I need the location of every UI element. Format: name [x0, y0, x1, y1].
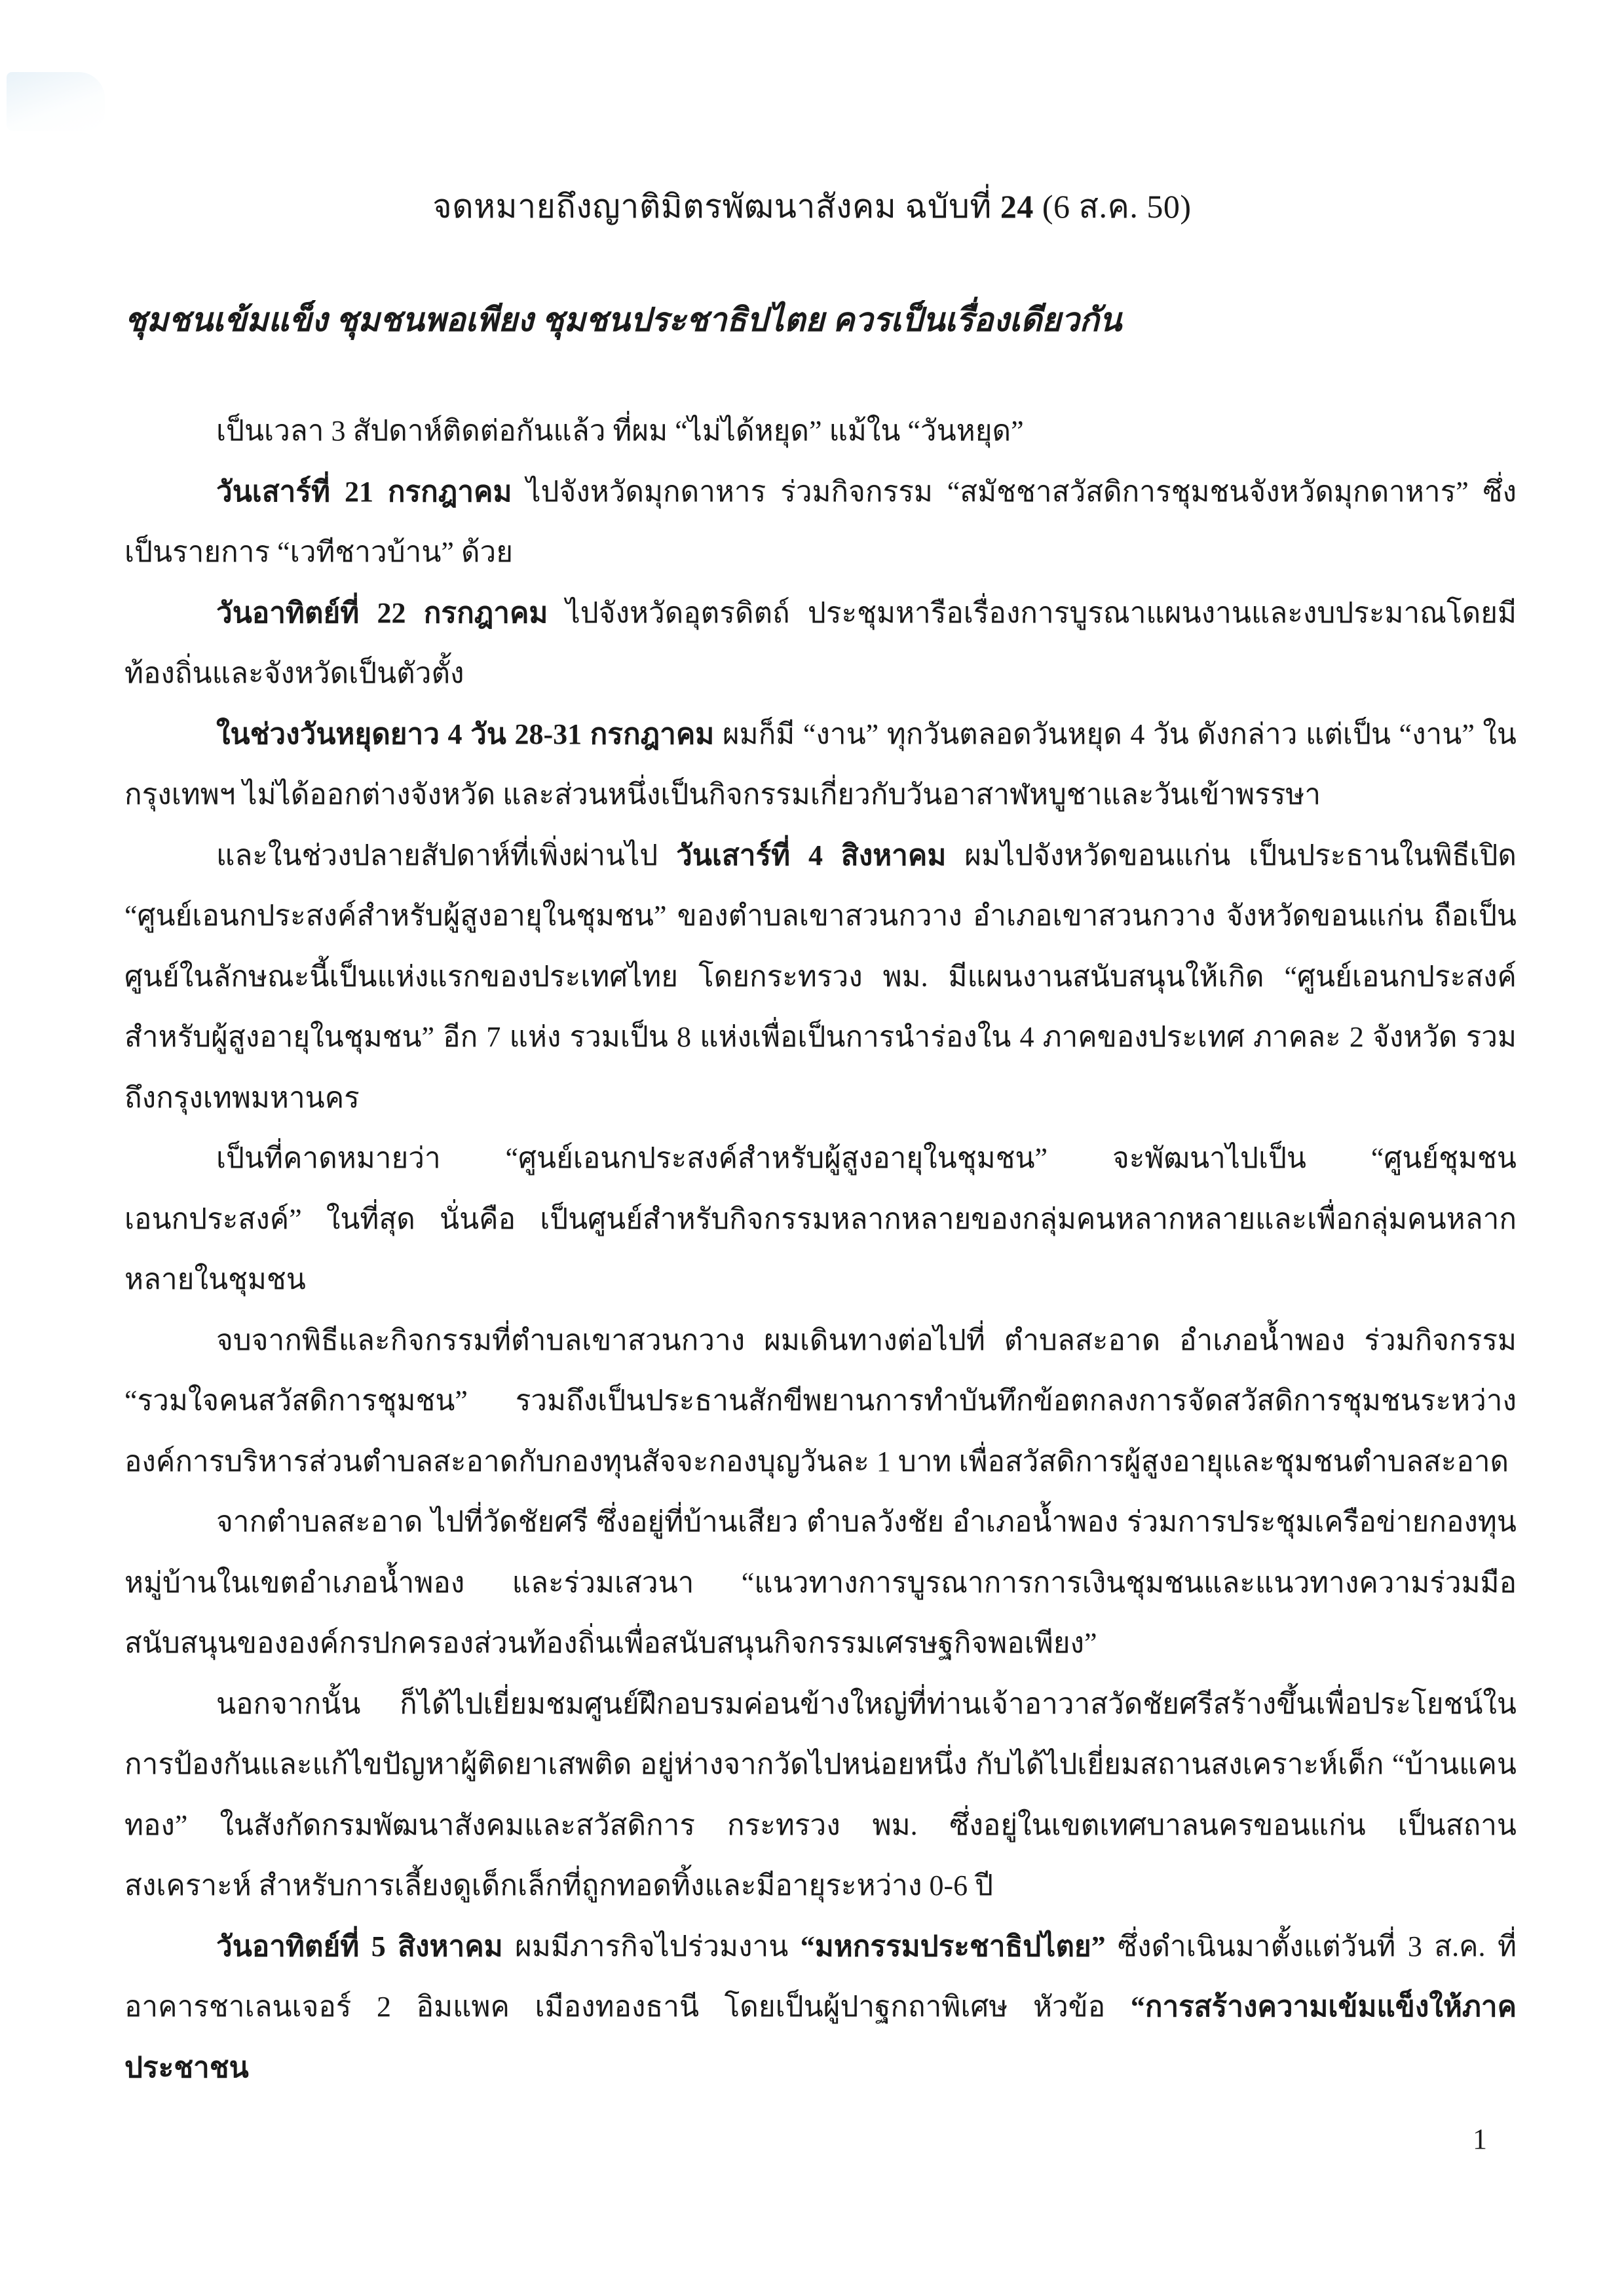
paragraph [124, 583, 1517, 704]
title-prefix: จดหมายถึงญาติมิตรพัฒนาสังคม ฉบับที่ [432, 188, 1000, 225]
paragraph-bold-run: วันอาทิตย์ที่ 22 กรกฎาคม [216, 596, 548, 629]
paragraph-bold-run: “มหกรรมประชาธิปไตย” [800, 1930, 1106, 1962]
paragraph-run: นอกจากนั้น ก็ได้ไปเยี่ยมชมศูนย์ฝึกอบรมค่อนข้างใหญ่ที่ท่านเจ้าอาวาสวัดชัยศรีสร้างขึ้นเพื่อประโยชน์ในการป้องกันและแก้ไขปัญหาผู้ติดยาเสพติด อยู่ห่างจากวัดไปหน่อยหนึ่ง กับได้ไปเยี่ยมสถานสงเคราะห์เด็ก “บ้านแคนทอง” ในสังกัดกรมพัฒนาสังคมและสวัสดิการ กระทรวง พม. ซึ่งอยู่ในเขตเทศบาลนครขอนแก่น เป็นสถานสงเคราะห์ สำหรับการเลี้ยงดูเด็กเล็กที่ถูกทอดทิ้งและมีอายุระหว่าง 0-6 ปี [124, 1687, 1517, 1902]
paragraph [124, 462, 1517, 583]
paragraph-run: เป็นที่คาดหมายว่า “ศูนย์เอนกประสงค์สำหรับผู้สูงอายุในชุมชน” จะพัฒนาไปเป็น “ศูนย์ชุมชนเอนกประสงค์” ในที่สุด นั่นคือ เป็นศูนย์สำหรับกิจกรรมหลากหลายของกลุ่มคนหลากหลายและเพื่อกลุ่มคนหลากหลายในชุมชน [124, 1142, 1517, 1295]
paragraph-run: เป็นเวลา 3 สัปดาห์ติดต่อกันแล้ว ที่ผม “ไม่ได้หยุด” แม้ใน “วันหยุด” [216, 415, 1024, 447]
paragraph [124, 1311, 1517, 1493]
paragraph-run: ไปจังหวัดอุตรดิตถ์ ประชุมหารือเรื่องการบูรณาแผนงานและงบประมาณโดยมีท้องถิ่นและจังหวัดเป็นตัวตั้ง [124, 596, 1517, 689]
paragraph-run: ผมมีภารกิจไปร่วมงาน [502, 1930, 801, 1962]
paragraph-bold-run: “การสร้างความเข้มแข็งให้ภาคประชาชน [124, 1991, 1517, 2084]
paragraph-run: จบจากพิธีและกิจกรรมที่ตำบลเขาสวนกวาง ผมเดินทางต่อไปที่ ตำบลสะอาด อำเภอน้ำพอง ร่วมกิจกรรม “รวมใจคนสวัสดิการชุมชน” รวมถึงเป็นประธานสักขีพยานการทำบันทึกข้อตกลงการจัดสวัสดิการชุมชนระหว่างองค์การบริหารส่วนตำบลสะอาดกับกองทุนสัจจะกองบุญวันละ 1 บาท เพื่อสวัสดิการผู้สูงอายุและชุมชนตำบลสะอาด [124, 1324, 1517, 1478]
paragraph [124, 401, 1517, 462]
title-issue-number: 24 [1000, 188, 1034, 225]
title-date: (6 ส.ค. 50) [1033, 188, 1192, 225]
paragraph-bold-run: ในช่วงวันหยุดยาว 4 วัน 28-31 กรกฎาคม [216, 718, 715, 750]
paragraph-bold-run: วันอาทิตย์ที่ 5 สิงหาคม [216, 1930, 503, 1962]
paragraph-run: ผมไปจังหวัดขอนแก่น เป็นประธานในพิธีเปิด “ศูนย์เอนกประสงค์สำหรับผู้สูงอายุในชุมชน” ของตำบลเขาสวนกวาง อำเภอเขาสวนกวาง จังหวัดขอนแก่น ถือเป็นศูนย์ในลักษณะนี้เป็นแห่งแรกของประเทศไทย โดยกระทรวง พม. มีแผนงานสนับสนุนให้เกิด “ศูนย์เอนกประสงค์สำหรับผู้สูงอายุในชุมชน” อีก 7 แห่ง รวมเป็น 8 แห่งเพื่อเป็นการนำร่องใน 4 ภาคของประเทศ ภาคละ 2 จังหวัด รวมถึงกรุงเทพมหานคร [124, 839, 1517, 1114]
paragraph-bold-run: วันเสาร์ที่ 21 กรกฎาคม [216, 475, 512, 508]
page-subtitle: ชุมชนเข้มแข็ง ชุมชนพอเพียง ชุมชนประชาธิปไตย ควรเป็นเรื่องเดียวกัน [124, 301, 1122, 338]
scan-artifact [7, 72, 105, 131]
paragraph [124, 1917, 1517, 2099]
paragraph-run: ไปจังหวัดมุกดาหาร ร่วมกิจกรรม “สมัชชาสวัสดิการชุมชนจังหวัดมุกดาหาร” ซึ่งเป็นรายการ “เวทีชาวบ้าน” ด้วย [124, 475, 1517, 568]
page-number: 1 [1473, 2123, 1487, 2155]
paragraph [124, 1128, 1517, 1311]
paragraph-run: ผมก็มี “งาน” ทุกวันตลอดวันหยุด 4 วัน ดังกล่าว แต่เป็น “งาน” ในกรุงเทพฯ ไม่ได้ออกต่างจังหวัด และส่วนหนึ่งเป็นกิจกรรมเกี่ยวกับวันอาสาฬหบูชาและวันเข้าพรรษา [124, 718, 1517, 811]
paragraph-bold-run: วันเสาร์ที่ 4 สิงหาคม [676, 839, 947, 871]
paragraph [124, 704, 1517, 826]
paragraph [124, 826, 1517, 1129]
page-title [0, 187, 1624, 226]
paragraph-run: จากตำบลสะอาด ไปที่วัดชัยศรี ซึ่งอยู่ที่บ้านเสียว ตำบลวังชัย อำเภอน้ำพอง ร่วมการประชุมเครือข่ายกองทุนหมู่บ้านในเขตอำเภอน้ำพอง และร่วมเสวนา “แนวทางการบูรณาการการเงินชุมชนและแนวทางความร่วมมือสนับสนุนขององค์กรปกครองส่วนท้องถิ่นเพื่อสนับสนุนกิจกรรมเศรษฐกิจพอเพียง” [124, 1506, 1517, 1659]
paragraph [124, 1492, 1517, 1674]
paragraph-run: และในช่วงปลายสัปดาห์ที่เพิ่งผ่านไป [216, 839, 677, 871]
paragraph [124, 1674, 1517, 1917]
body-text [124, 401, 1517, 2098]
paragraph-run: ซึ่งดำเนินมาตั้งแต่วันที่ 3 ส.ค. ที่อาคารชาเลนเจอร์ 2 อิมแพค เมืองทองธานี โดยเป็นผู้ปาฐกถาพิเศษ หัวข้อ [124, 1930, 1517, 2023]
